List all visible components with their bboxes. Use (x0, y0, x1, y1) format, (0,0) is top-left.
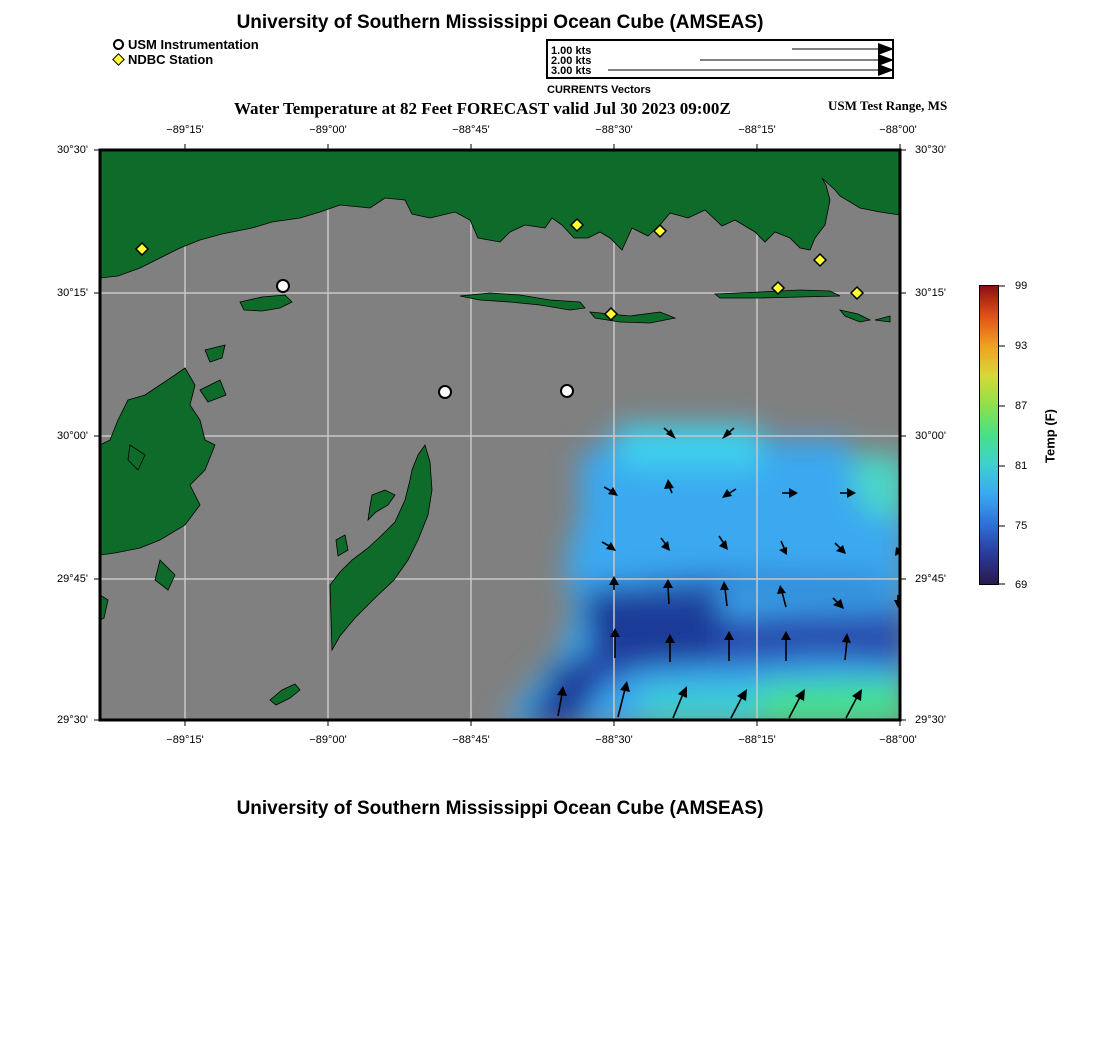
lat-label-right: 30°30' (915, 144, 946, 156)
legend-label: NDBC Station (128, 52, 214, 67)
colorbar-tick-label: 81 (1015, 460, 1028, 472)
temperature-colorbar (979, 285, 999, 585)
usm-instrument-marker (561, 385, 573, 397)
lat-label-left: 29°30' (57, 714, 88, 726)
lat-label-right: 30°00' (915, 430, 946, 442)
lon-label-bottom: −88°30' (595, 734, 633, 746)
lon-label-bottom: −88°45' (452, 734, 490, 746)
lon-label-bottom: −88°15' (738, 734, 776, 746)
lon-label-top: −89°15' (166, 124, 204, 136)
footer-title: University of Southern Mississippi Ocean Cube (AMSEAS) (236, 798, 764, 819)
page-title: University of Southern Mississippi Ocean Cube (AMSEAS) (236, 12, 764, 33)
lat-label-right: 29°45' (915, 573, 946, 585)
region-label: USM Test Range, MS (828, 98, 948, 113)
lon-label-bottom: −89°00' (309, 734, 347, 746)
vector-key-row: 3.00 kts (551, 65, 592, 77)
lon-label-top: −89°00' (309, 124, 347, 136)
usm-instrument-marker (277, 280, 289, 292)
colorbar-title: Temp (F) (1042, 409, 1058, 463)
colorbar-tick-label: 99 (1015, 280, 1028, 292)
lat-label-right: 29°30' (915, 714, 946, 726)
lat-label-left: 29°45' (57, 573, 88, 585)
legend-label: USM Instrumentation (128, 37, 259, 52)
lat-label-right: 30°15' (915, 287, 946, 299)
lon-label-top: −88°45' (452, 124, 490, 136)
map-subtitle: Water Temperature at 82 Feet FORECAST valid Jul 30 2023 09:00Z (234, 99, 731, 118)
vector-key-row: 2.00 kts (551, 55, 592, 67)
colorbar-ticks (999, 285, 1009, 585)
colorbar-tick-label: 93 (1015, 340, 1028, 352)
lon-label-top: −88°30' (595, 124, 633, 136)
vector-key-caption: CURRENTS Vectors (547, 84, 651, 96)
vector-key-row: 1.00 kts (551, 45, 592, 57)
lat-label-left: 30°30' (57, 144, 88, 156)
lat-label-left: 30°15' (57, 287, 88, 299)
lon-label-bottom: −88°00' (879, 734, 917, 746)
lon-label-bottom: −89°15' (166, 734, 204, 746)
lon-label-top: −88°15' (738, 124, 776, 136)
usm-instrument-marker (439, 386, 451, 398)
colorbar-tick-label: 87 (1015, 400, 1028, 412)
lon-label-top: −88°00' (879, 124, 917, 136)
colorbar-tick-label: 69 (1015, 579, 1028, 591)
colorbar-tick-label: 75 (1015, 520, 1028, 532)
lat-label-left: 30°00' (57, 430, 88, 442)
